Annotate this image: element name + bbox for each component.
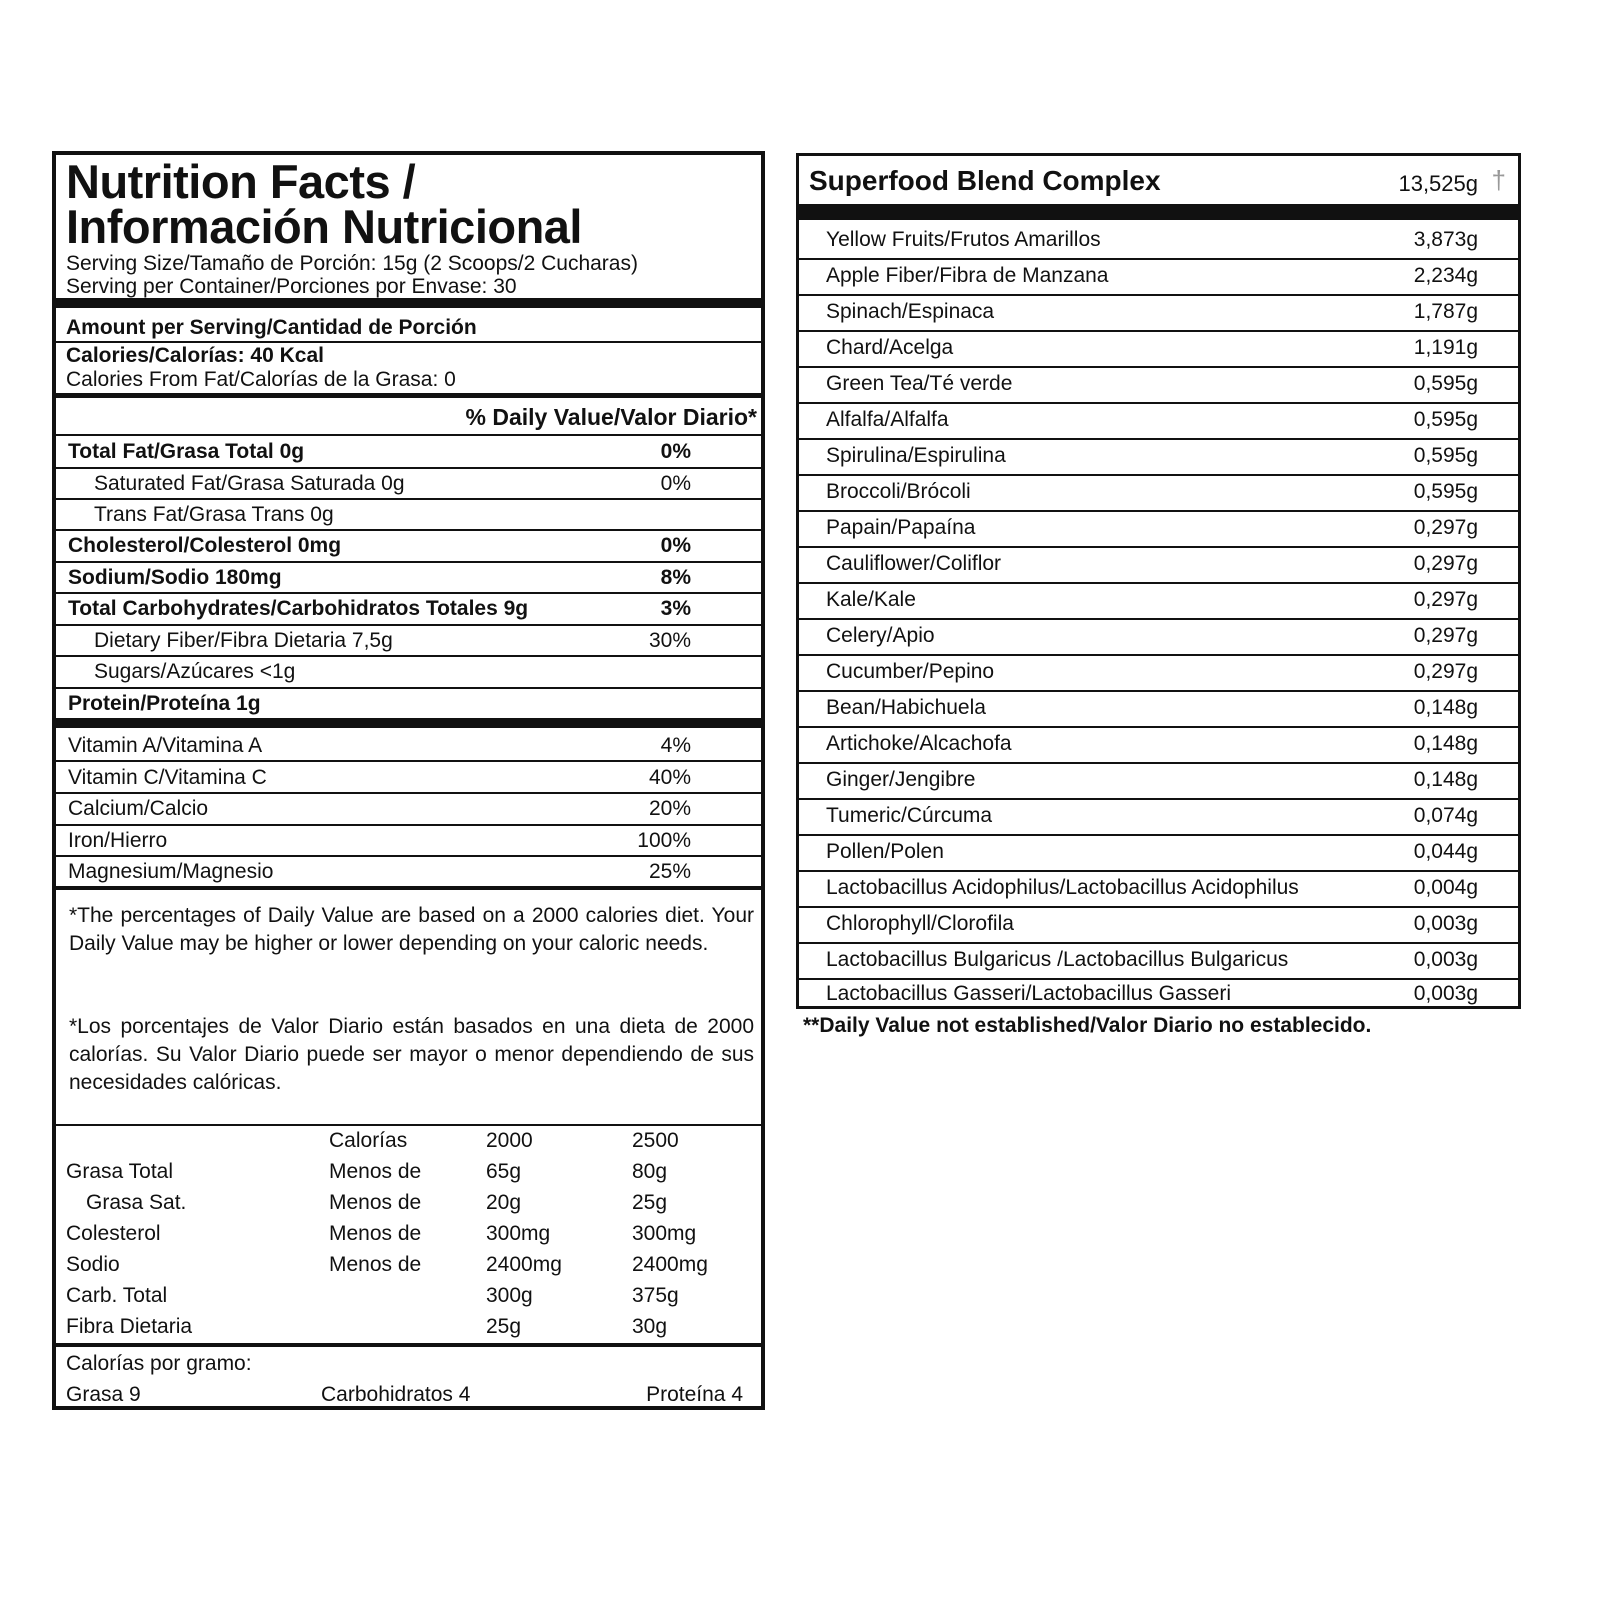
nutrient-row: Sodium/Sodio 180mg 8% bbox=[68, 566, 691, 589]
servings-per-container: Serving per Container/Porciones por Envase: 30 bbox=[66, 275, 517, 298]
nutrient-row: Dietary Fiber/Fibra Dietaria 7,5g 30% bbox=[94, 629, 691, 652]
amount-per-serving: Amount per Serving/Cantidad de Porción bbox=[66, 316, 477, 339]
thick-divider bbox=[56, 298, 761, 308]
serving-info bbox=[66, 252, 638, 298]
nutrient-row: Protein/Proteína 1g bbox=[68, 692, 261, 715]
ingredient-row: Tumeric/Cúrcuma 0,074g bbox=[826, 804, 1478, 827]
nutrient-row: Cholesterol/Colesterol 0mg 0% bbox=[68, 534, 691, 557]
calories-per-gram-fat: Grasa 9 bbox=[66, 1383, 141, 1406]
ingredient-row: Lactobacillus Gasseri/Lactobacillus Gasseri 0,003g bbox=[826, 982, 1478, 1005]
ingredient-row: Chlorophyll/Clorofila 0,003g bbox=[826, 912, 1478, 935]
ingredient-row: Lactobacillus Bulgaricus /Lactobacillus Bulgaricus 0,003g bbox=[826, 948, 1478, 971]
nutrition-title: Nutrition Facts / Información Nutricional bbox=[66, 155, 582, 253]
vitamin-row: Magnesium/Magnesio 25% bbox=[68, 860, 691, 883]
ingredient-row: Pollen/Polen 0,044g bbox=[826, 840, 1478, 863]
vitamin-row: Vitamin C/Vitamina C 40% bbox=[68, 766, 691, 789]
nutrient-row: Saturated Fat/Grasa Saturada 0g 0% bbox=[94, 472, 691, 495]
calories-from-fat: Calories From Fat/Calorías de la Grasa: 0 bbox=[66, 368, 456, 391]
calories-block bbox=[66, 344, 456, 392]
nutrition-facts-panel: Nutrition Facts / Información Nutricional Serving Size/Tamaño de Porción: 15g (2 Scoops/2 Cucharas) Serving per Container/Porciones por Envase: 30 Amount per Serving/Cantidad de Porción Calories/Calorías: 40 Kcal Calories From Fat/Calorías de la Grasa: 0 % Daily Value/Valor Diario* Total Fat/Grasa Total 0g 0% Saturated Fat/Grasa Saturada 0g 0% Trans Fat/Grasa Trans 0g Cholesterol/Colesterol 0mg 0% Sodium/Sodio 180mg 8% Total Carbohydrates/Carbohidratos Totales 9g 3% Dietary Fiber/Fibra Dietaria 7,5g 30% Sugars/Azúcares <1g Protein/Proteína 1g Vitamin A/Vitamina A 4% Vitamin C/Vitamina C 40% Calcium/Calcio 20% Iron/Hierro 100% Magnesium/Magnesio 25% *The percentages of Daily Value are based on a 2000 calories diet. Your Daily Value may be higher or lower depending on your caloric needs. *Los porcentajes de Valor Diario están basados en una dieta de 2000 calorías. Su Valor Diario puede ser mayor o menor dependiendo de sus necesidades calóricas. Calorías 2000 2500 Grasa Total Menos de 65g 80g Grasa Sat. Menos de 20g 25g Colesterol Menos de 300mg 300mg Sodio Menos de 2400mg 2400mg Carb. Total 300g 375g Fibra Dietaria 25g 30g Calorías por gramo: Grasa 9 Carbohidratos 4 Proteína 4 bbox=[52, 151, 765, 1410]
divider bbox=[56, 393, 761, 398]
ingredient-row: Ginger/Jengibre 0,148g bbox=[826, 768, 1478, 791]
divider bbox=[56, 1343, 761, 1347]
ingredient-row: Spinach/Espinaca 1,787g bbox=[826, 300, 1478, 323]
divider bbox=[56, 886, 761, 890]
nutrient-row: Total Fat/Grasa Total 0g 0% bbox=[68, 440, 691, 463]
daily-value-header: % Daily Value/Valor Diario* bbox=[465, 404, 757, 430]
calories-per-gram-carbs: Carbohidratos 4 bbox=[321, 1383, 471, 1406]
thick-divider bbox=[56, 718, 761, 728]
ingredient-row: Chard/Acelga 1,191g bbox=[826, 336, 1478, 359]
nutrient-row: Trans Fat/Grasa Trans 0g bbox=[94, 503, 334, 526]
daily-value-note: **Daily Value not established/Valor Diario no establecido. bbox=[803, 1014, 1372, 1037]
calories-per-gram-protein: Proteína 4 bbox=[646, 1383, 743, 1406]
ingredient-row: Celery/Apio 0,297g bbox=[826, 624, 1478, 647]
ingredient-row: Apple Fiber/Fibra de Manzana 2,234g bbox=[826, 264, 1478, 287]
calories: Calories/Calorías: 40 Kcal bbox=[66, 344, 324, 367]
superfood-total: 13,525g bbox=[1398, 171, 1478, 196]
vitamin-row: Vitamin A/Vitamina A 4% bbox=[68, 734, 691, 757]
ingredient-row: Green Tea/Té verde 0,595g bbox=[826, 372, 1478, 395]
ingredient-row: Lactobacillus Acidophilus/Lactobacillus Acidophilus 0,004g bbox=[826, 876, 1478, 899]
ingredient-row: Kale/Kale 0,297g bbox=[826, 588, 1478, 611]
nutrient-row: Sugars/Azúcares <1g bbox=[94, 660, 296, 683]
dagger-mark: † bbox=[1491, 165, 1506, 195]
ingredient-row: Yellow Fruits/Frutos Amarillos 3,873g bbox=[826, 228, 1478, 251]
ingredient-row: Bean/Habichuela 0,148g bbox=[826, 696, 1478, 719]
vitamin-row: Iron/Hierro 100% bbox=[68, 829, 691, 852]
calories-per-gram: Calorías por gramo: bbox=[66, 1352, 252, 1375]
ingredient-row: Artichoke/Alcachofa 0,148g bbox=[826, 732, 1478, 755]
ingredient-row: Cucumber/Pepino 0,297g bbox=[826, 660, 1478, 683]
ingredient-row: Broccoli/Brócoli 0,595g bbox=[826, 480, 1478, 503]
ingredient-row: Cauliflower/Coliflor 0,297g bbox=[826, 552, 1478, 575]
vitamin-row: Calcium/Calcio 20% bbox=[68, 797, 691, 820]
ingredient-row: Papain/Papaína 0,297g bbox=[826, 516, 1478, 539]
serving-size: Serving Size/Tamaño de Porción: 15g (2 Scoops/2 Cucharas) bbox=[66, 252, 638, 275]
footnote-spanish: *Los porcentajes de Valor Diario están basados en una dieta de 2000 calorías. Su Valor Diario puede ser mayor o menor dependiendo de sus necesidades calóricas. bbox=[69, 1015, 754, 1094]
ingredient-row: Spirulina/Espirulina 0,595g bbox=[826, 444, 1478, 467]
footnote-english: *The percentages of Daily Value are based on a 2000 calories diet. Your Daily Value may be higher or lower depending on your caloric needs. bbox=[69, 904, 754, 955]
nutrient-row: Total Carbohydrates/Carbohidratos Totales 9g 3% bbox=[68, 597, 691, 620]
superfood-title: Superfood Blend Complex bbox=[809, 165, 1161, 196]
thick-divider bbox=[799, 204, 1518, 220]
superfood-blend-panel bbox=[796, 153, 1521, 1009]
ingredient-row: Alfalfa/Alfalfa 0,595g bbox=[826, 408, 1478, 431]
